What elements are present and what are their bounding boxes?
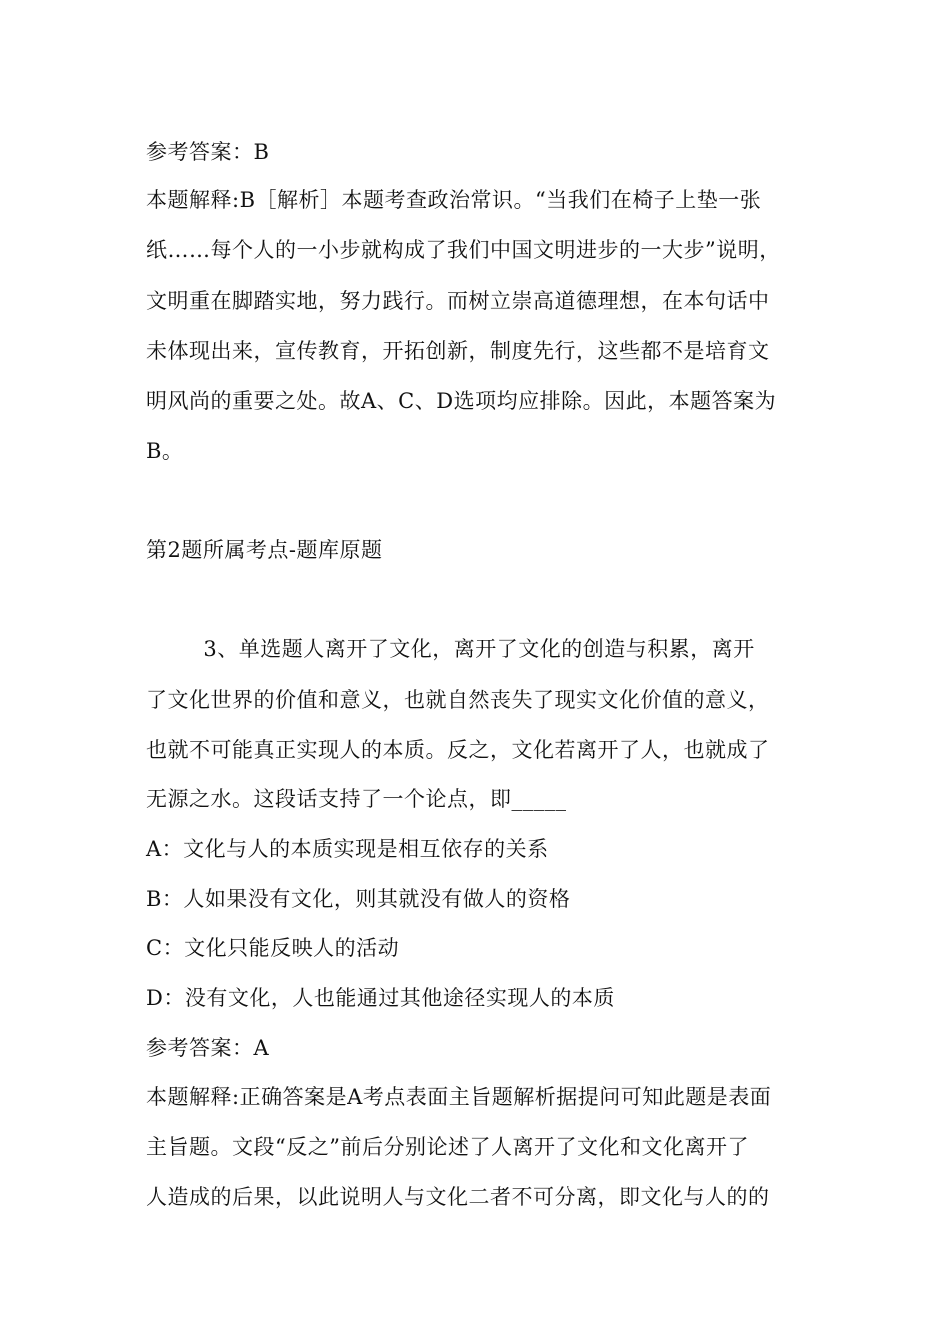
explanation-line: 未体现出来，宣传教育，开拓创新，制度先行，这些都不是培育文 xyxy=(146,339,770,363)
answer-line: 参考答案：A xyxy=(146,1036,270,1060)
section-heading: 第2题所属考点-题库原题 xyxy=(146,538,383,562)
option-c: C：文化只能反映人的活动 xyxy=(146,936,400,960)
question-stem-line: 3、单选题人离开了文化，离开了文化的创造与积累，离开 xyxy=(146,637,755,661)
question-stem-line: 了文化世界的价值和意义，也就自然丧失了现实文化价值的意义， xyxy=(146,688,770,712)
explanation-line: 人造成的后果，以此说明人与文化二者不可分离，即文化与人的的 xyxy=(146,1185,770,1209)
explanation-line: 纸……每个人的一小步就构成了我们中国文明进步的一大步”说明， xyxy=(146,238,781,262)
option-d: D：没有文化，人也能通过其他途径实现人的本质 xyxy=(146,986,615,1010)
explanation-line: 文明重在脚踏实地，努力践行。而树立崇高道德理想，在本句话中 xyxy=(146,289,770,313)
explanation-line: 本题解释:正确答案是A考点表面主旨题解析据提问可知此题是表面 xyxy=(146,1085,772,1109)
option-b: B：人如果没有文化，则其就没有做人的资格 xyxy=(146,887,571,911)
answer-line: 参考答案：B xyxy=(146,140,270,164)
option-a: A：文化与人的本质实现是相互依存的关系 xyxy=(146,837,549,861)
question-stem-line: 也就不可能真正实现人的本质。反之，文化若离开了人，也就成了 xyxy=(146,738,770,762)
question-stem-line: 无源之水。这段话支持了一个论点，即_____ xyxy=(146,787,567,811)
explanation-line: 本题解释:B［解析］本题考查政治常识。“当我们在椅子上垫一张 xyxy=(146,188,762,212)
explanation-line: 主旨题。文段“反之”前后分别论述了人离开了文化和文化离开了 xyxy=(146,1135,749,1159)
explanation-line: 明风尚的重要之处。故A、C、D选项均应排除。因此，本题答案为 xyxy=(146,389,777,413)
explanation-line: B。 xyxy=(146,439,184,463)
